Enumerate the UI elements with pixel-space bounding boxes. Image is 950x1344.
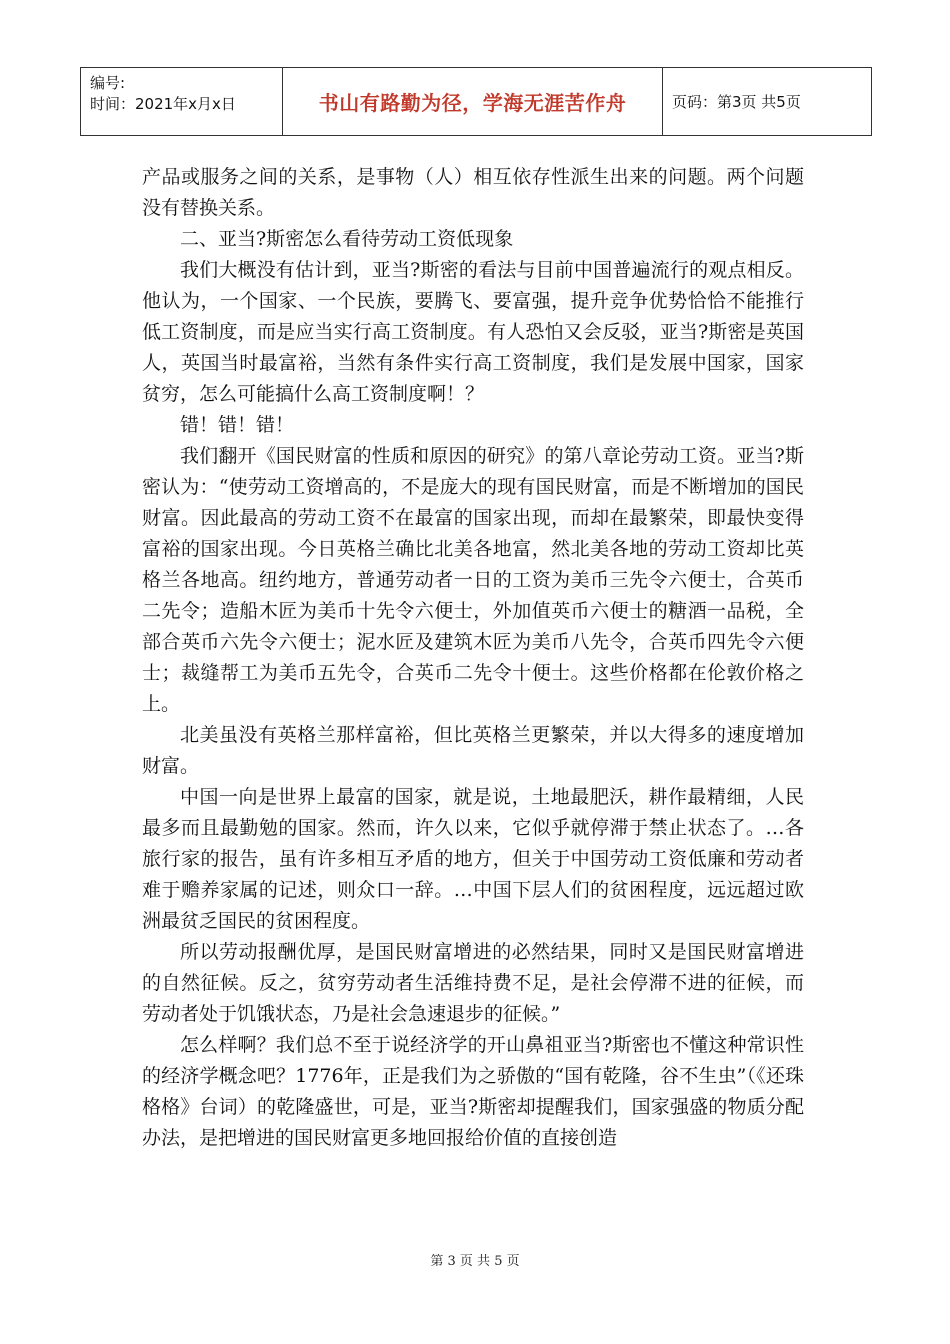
page-footer [0,1250,950,1269]
header-table [80,67,872,136]
paragraph: 中国一向是世界上最富的国家，就是说，土地最肥沃，耕作最精细，人民最多而且最勤勉的国家。然而，许久以来，它似乎就停滞于禁止状态了。…各旅行家的报告，虽有许多相互矛盾的地方，但关于中国劳动工资低廉和劳动者难于赡养家属的记述，则众口一辞。…中国下层人们的贫困程度，远远超过欧洲最贫乏国民的贫困程度。 [142,786,804,932]
motto-cell [283,68,663,135]
paragraph: 怎么样啊？我们总不至于说经济学的开山鼻祖亚当?斯密也不懂这种常识性的经济学概念吧？1776年，正是我们为之骄傲的“国有乾隆，谷不生虫”（《还珠格格》台词）的乾隆盛世，可是，亚当?斯密却提醒我们，国家强盛的物质分配办法，是把增进的国民财富更多地回报给价值的直接创造 [142,1034,804,1149]
motto-text: 书山有路勤为径，学海无涯苦作舟 [318,91,627,115]
number-label: 编号: [90,74,126,92]
section-heading: 二、亚当?斯密怎么看待劳动工资低现象 [180,228,514,250]
paragraph: 错！错！错！ [180,414,295,436]
paragraph-continuation: 产品或服务之间的关系，是事物（人）相互依存性派生出来的问题。两个问题没有替换关系。 [142,166,804,219]
paragraph: 北美虽没有英格兰那样富裕，但比英格兰更繁荣，并以大得多的速度增加财富。 [142,724,804,777]
document-body [142,162,804,1154]
paragraph: 我们大概没有估计到，亚当?斯密的看法与目前中国普遍流行的观点相反。他认为，一个国家、一个民族，要腾飞、要富强，提升竞争优势恰恰不能推行低工资制度，而是应当实行高工资制度。有人恐怕又会反驳，亚当?斯密是英国人，英国当时最富裕，当然有条件实行高工资制度，我们是发展中国家，国家贫穷，怎么可能搞什么高工资制度啊！？ [142,259,804,405]
page-number-cell [663,68,871,135]
date-label: 时间：2021年x月x日 [90,95,236,113]
page-label: 页码：第3页 共5页 [672,93,801,111]
paragraph: 我们翻开《国民财富的性质和原因的研究》的第八章论劳动工资。亚当?斯密认为：“使劳动工资增高的，不是庞大的现有国民财富，而是不断增加的国民财富。因此最高的劳动工资不在最富的国家出现，而却在最繁荣，即最快变得富裕的国家出现。今日英格兰确比北美各地富，然北美各地的劳动工资却比英格兰各地高。纽约地方，普通劳动者一日的工资为美币三先令六便士，合英币二先令；造船木匠为美币十先令六便士，外加值英币六便士的糖酒一品税，全部合英币六先令六便士；泥水匠及建筑木匠为美币八先令，合英币四先令六便士；裁缝帮工为美币五先令，合英币二先令十便士。这些价格都在伦敦价格之上。 [142,445,804,715]
footer-page-number: 第 3 页 共 5 页 [430,1254,520,1269]
header-info-cell [81,68,283,135]
paragraph: 所以劳动报酬优厚，是国民财富增进的必然结果，同时又是国民财富增进的自然征候。反之，贫穷劳动者生活维持费不足，是社会停滞不进的征候，而劳动者处于饥饿状态，乃是社会急速退步的征候。” [142,941,804,1025]
